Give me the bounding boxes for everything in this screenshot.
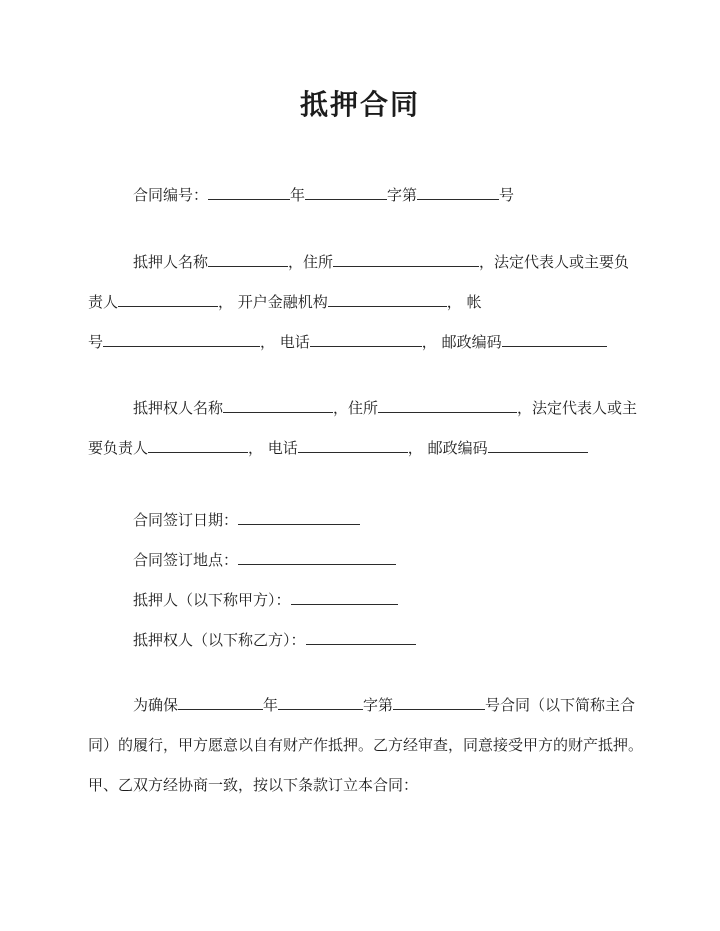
paragraph-mortgagor-info <box>88 242 632 362</box>
text-run: ，住所 <box>333 399 379 417</box>
text-run: 要负责人 <box>88 439 149 457</box>
text-run: ， 邮政编码 <box>421 333 502 351</box>
text-run: 责人 <box>88 293 119 311</box>
fill-in-blank <box>333 252 479 267</box>
fill-in-blank <box>103 332 260 347</box>
fill-in-blank <box>291 590 398 605</box>
fill-in-blank <box>328 292 447 307</box>
text-run: 抵押人（以下称甲方）： <box>133 591 291 609</box>
fill-in-blank <box>393 695 485 710</box>
text-run: 同）的履行，甲方愿意以自有财产作抵押。乙方经审查，同意接受甲方的财产抵押。 <box>88 736 644 754</box>
text-run: ，法定代表人或主要负 <box>479 253 630 271</box>
text-line <box>88 322 632 362</box>
fill-in-blank <box>238 510 360 525</box>
fill-in-blank <box>488 438 588 453</box>
text-run: 抵押权人（以下称乙方）： <box>133 631 306 649</box>
text-line <box>88 685 636 725</box>
fill-in-blank <box>208 185 290 200</box>
text-line <box>88 765 632 805</box>
text-line <box>88 540 632 580</box>
text-run: ， 电话 <box>248 439 298 457</box>
text-run: ， 邮政编码 <box>407 439 488 457</box>
document-body <box>88 175 644 805</box>
text-run: 合同编号： <box>133 186 209 204</box>
text-line <box>88 282 632 322</box>
text-run: 年 <box>290 186 306 204</box>
fill-in-blank <box>305 185 387 200</box>
fill-in-blank <box>310 332 422 347</box>
fill-in-blank <box>417 185 499 200</box>
fill-in-blank <box>118 292 218 307</box>
text-line <box>88 620 632 660</box>
fill-in-blank <box>306 630 416 645</box>
text-run: ，法定代表人或主 <box>517 399 638 417</box>
text-line <box>88 388 638 428</box>
text-run: ，住所 <box>288 253 334 271</box>
text-line <box>88 428 632 468</box>
fill-in-blank <box>208 252 288 267</box>
paragraph-mortgagee-info <box>88 388 638 468</box>
text-run: 字第 <box>387 186 418 204</box>
text-line <box>88 725 644 765</box>
fill-in-blank <box>148 438 248 453</box>
fill-in-blank <box>278 695 363 710</box>
text-run: 号合同（以下简称主合 <box>485 696 636 714</box>
text-line <box>88 175 632 215</box>
text-line <box>88 500 632 540</box>
text-run: ， 帐 <box>446 293 482 311</box>
text-run: 号 <box>88 333 104 351</box>
text-run: 抵押权人名称 <box>133 399 224 417</box>
fill-in-blank <box>298 438 408 453</box>
text-line <box>88 242 632 282</box>
paragraph-preamble <box>88 685 644 805</box>
paragraph-contract-number <box>88 175 632 215</box>
text-run: 甲、乙双方经协商一致，按以下条款订立本合同： <box>88 776 419 794</box>
fill-in-blank <box>178 695 263 710</box>
text-run: 年 <box>263 696 279 714</box>
text-run: 为确保 <box>133 696 179 714</box>
document-title: 抵押合同 <box>299 88 420 121</box>
fill-in-blank <box>502 332 607 347</box>
text-line <box>88 580 632 620</box>
text-run: ， 开户金融机构 <box>218 293 328 311</box>
text-run: 字第 <box>363 696 394 714</box>
text-run: 号 <box>499 186 515 204</box>
text-run: 合同签订日期： <box>133 511 239 529</box>
fill-in-blank <box>378 398 517 413</box>
text-run: 合同签订地点： <box>133 551 239 569</box>
fill-in-blank <box>223 398 333 413</box>
text-run: ， 电话 <box>260 333 310 351</box>
text-run: 抵押人名称 <box>133 253 209 271</box>
fill-in-blank <box>238 550 396 565</box>
paragraph-signing-block <box>88 500 632 660</box>
